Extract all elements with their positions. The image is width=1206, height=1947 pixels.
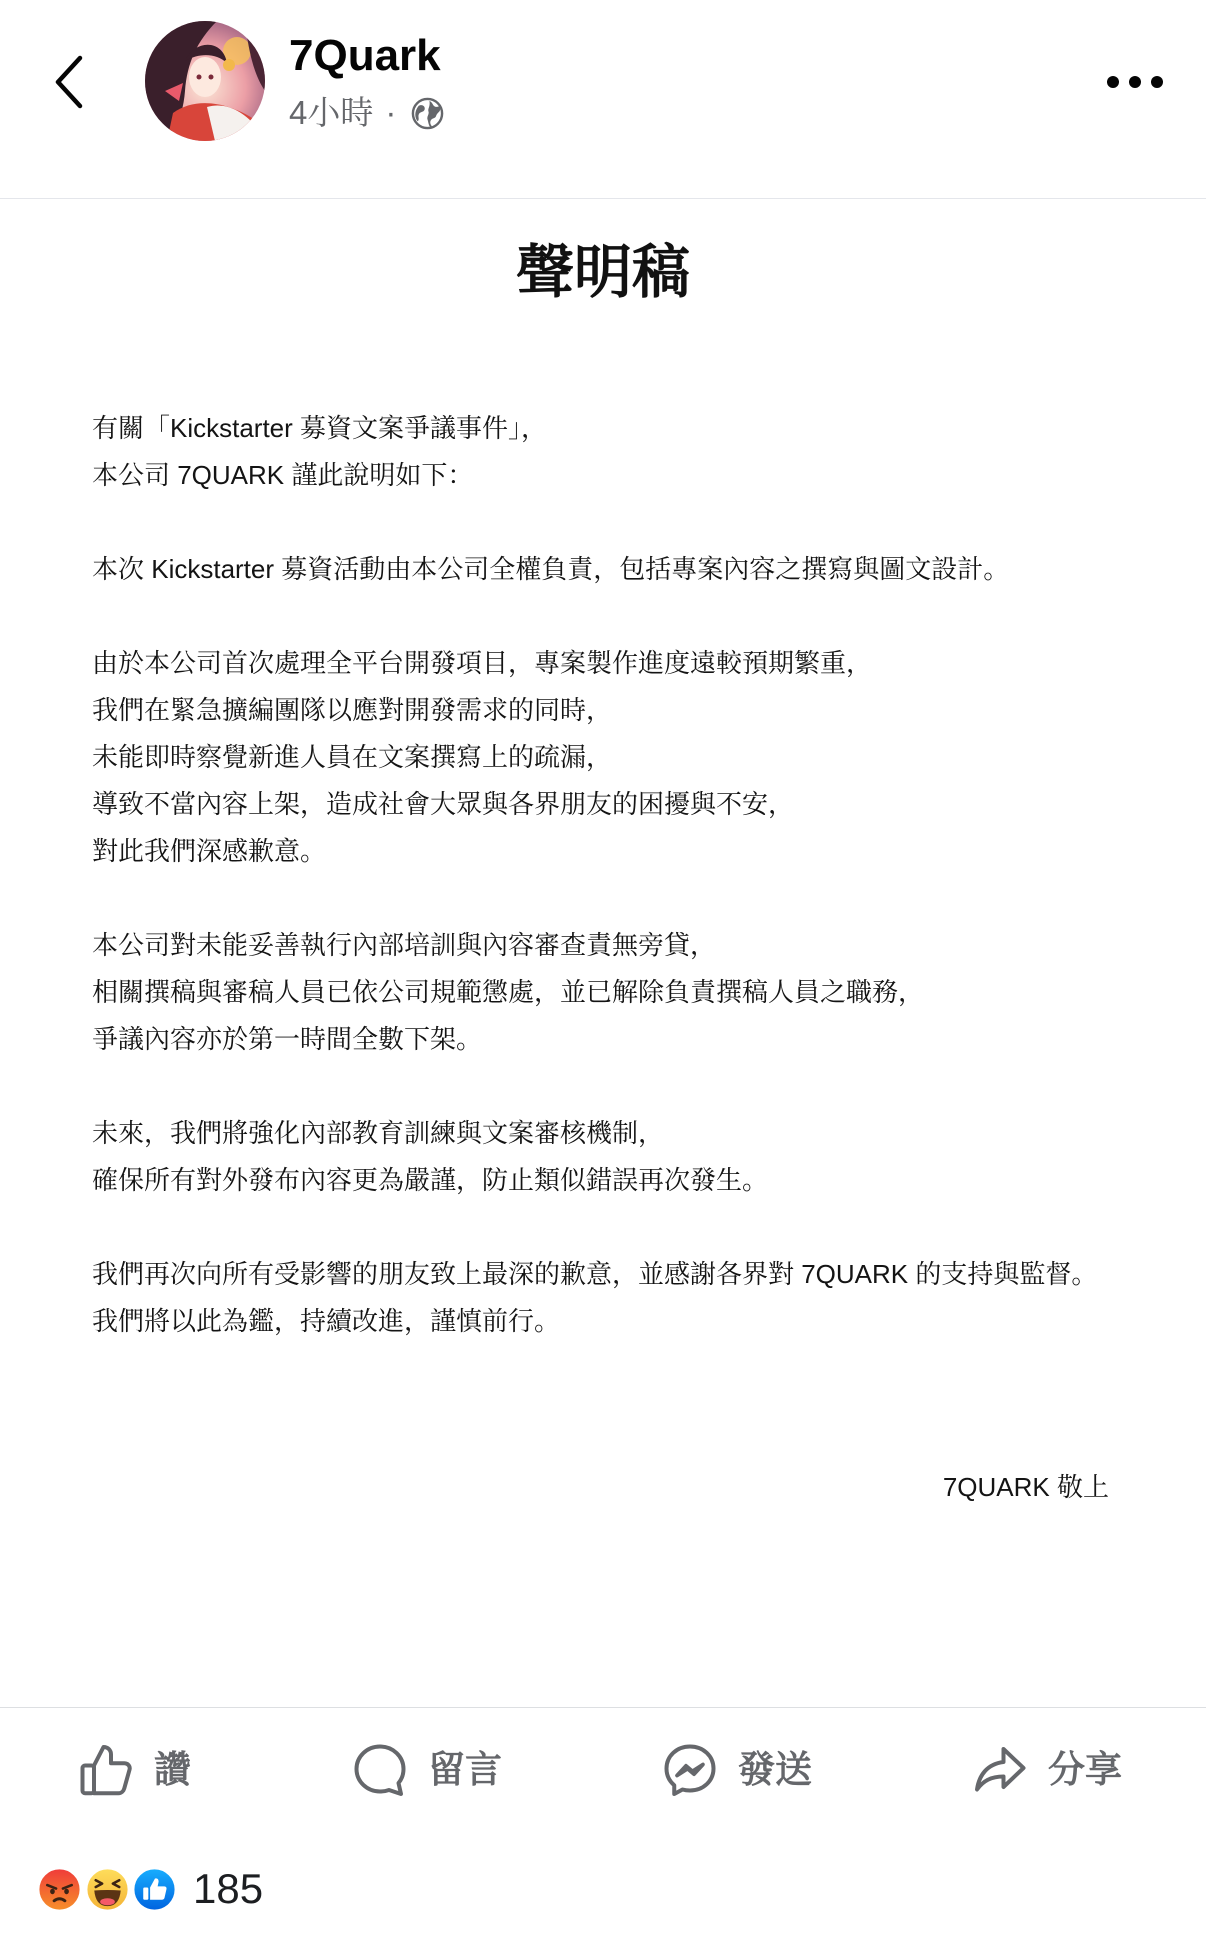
back-button[interactable]	[50, 52, 90, 112]
more-horizontal-icon	[1107, 70, 1163, 94]
share-icon	[970, 1740, 1030, 1800]
comment-label: 留言	[428, 1749, 502, 1790]
page-name[interactable]: 7Quark	[289, 31, 441, 80]
avatar[interactable]	[145, 21, 265, 141]
haha-reaction[interactable]	[84, 1866, 131, 1913]
globe-icon	[410, 96, 445, 131]
reaction-count[interactable]: 185	[193, 1865, 264, 1912]
statement-line: 爭議內容亦於第一時間全數下架。	[92, 1024, 483, 1054]
share-label: 分享	[1048, 1749, 1122, 1790]
statement-line: 未能即時察覺新進人員在文案撰寫上的疏漏，	[92, 742, 613, 772]
send-label: 發送	[738, 1749, 812, 1790]
statement-line: 相關撰稿與審稿人員已依公司規範懲處，並已解除負責撰稿人員之職務，	[92, 977, 925, 1007]
statement-signature: 7QUARK 敬上	[942, 1472, 1109, 1502]
like-reaction-icon	[131, 1866, 178, 1913]
like-label: 讚	[154, 1749, 191, 1790]
statement-paragraph	[92, 405, 1097, 499]
comment-button[interactable]	[350, 1735, 502, 1805]
statement-line: 對此我們深感歉意。	[92, 836, 327, 866]
statement-paragraph	[92, 922, 1097, 1063]
post-header	[0, 0, 1206, 199]
statement-line: 本公司 7QUARK 謹此說明如下：	[92, 460, 474, 490]
statement-line: 由於本公司首次處理全平台開發項目，專案製作進度遠較預期繁重，	[92, 648, 873, 678]
statement-paragraph	[92, 546, 1097, 593]
like-button[interactable]	[76, 1735, 191, 1805]
statement-line: 確保所有對外發布內容更為嚴謹，防止類似錯誤再次發生。	[92, 1165, 769, 1195]
avatar-image	[145, 21, 265, 141]
statement-line: 未來，我們將強化內部教育訓練與文案審核機制，	[92, 1118, 665, 1148]
chevron-left-icon	[50, 52, 90, 112]
statement-line: 我們再次向所有受影響的朋友致上最深的歉意，並感謝各界對 7QUARK 的支持與監督。	[92, 1259, 1098, 1289]
statement-line: 本公司對未能妥善執行內部培訓與內容審查責無旁貸，	[92, 930, 717, 960]
statement-paragraph	[92, 640, 1097, 875]
statement-line: 導致不當內容上架，造成社會大眾與各界朋友的困擾與不安，	[92, 789, 795, 819]
more-options-button[interactable]	[1107, 70, 1163, 94]
comment-icon	[350, 1740, 410, 1800]
statement-body	[92, 405, 1097, 1392]
statement-paragraph	[92, 1110, 1097, 1204]
statement-line: 本次 Kickstarter 募資活動由本公司全權負責，包括專案內容之撰寫與圖文設計。	[92, 554, 1010, 584]
messenger-icon	[660, 1740, 720, 1800]
meta-separator: ·	[385, 94, 397, 131]
statement-line: 我們在緊急擴編團隊以應對開發需求的同時，	[92, 695, 613, 725]
angry-reaction-icon	[36, 1866, 83, 1913]
like-reaction[interactable]	[131, 1866, 178, 1913]
send-button[interactable]	[660, 1735, 812, 1805]
post-time[interactable]: 4小時	[289, 94, 374, 131]
haha-reaction-icon	[84, 1866, 131, 1913]
like-icon	[76, 1740, 136, 1800]
share-button[interactable]	[970, 1735, 1122, 1805]
statement-paragraph	[92, 1251, 1097, 1345]
angry-reaction[interactable]	[36, 1866, 83, 1913]
statement-line: 有關「Kickstarter 募資文案爭議事件」，	[92, 413, 548, 443]
statement-image[interactable]	[0, 199, 1206, 1708]
statement-line: 我們將以此為鑑，持續改進，謹慎前行。	[92, 1306, 561, 1336]
statement-title: 聲明稿	[515, 240, 690, 305]
post-meta	[289, 93, 445, 133]
